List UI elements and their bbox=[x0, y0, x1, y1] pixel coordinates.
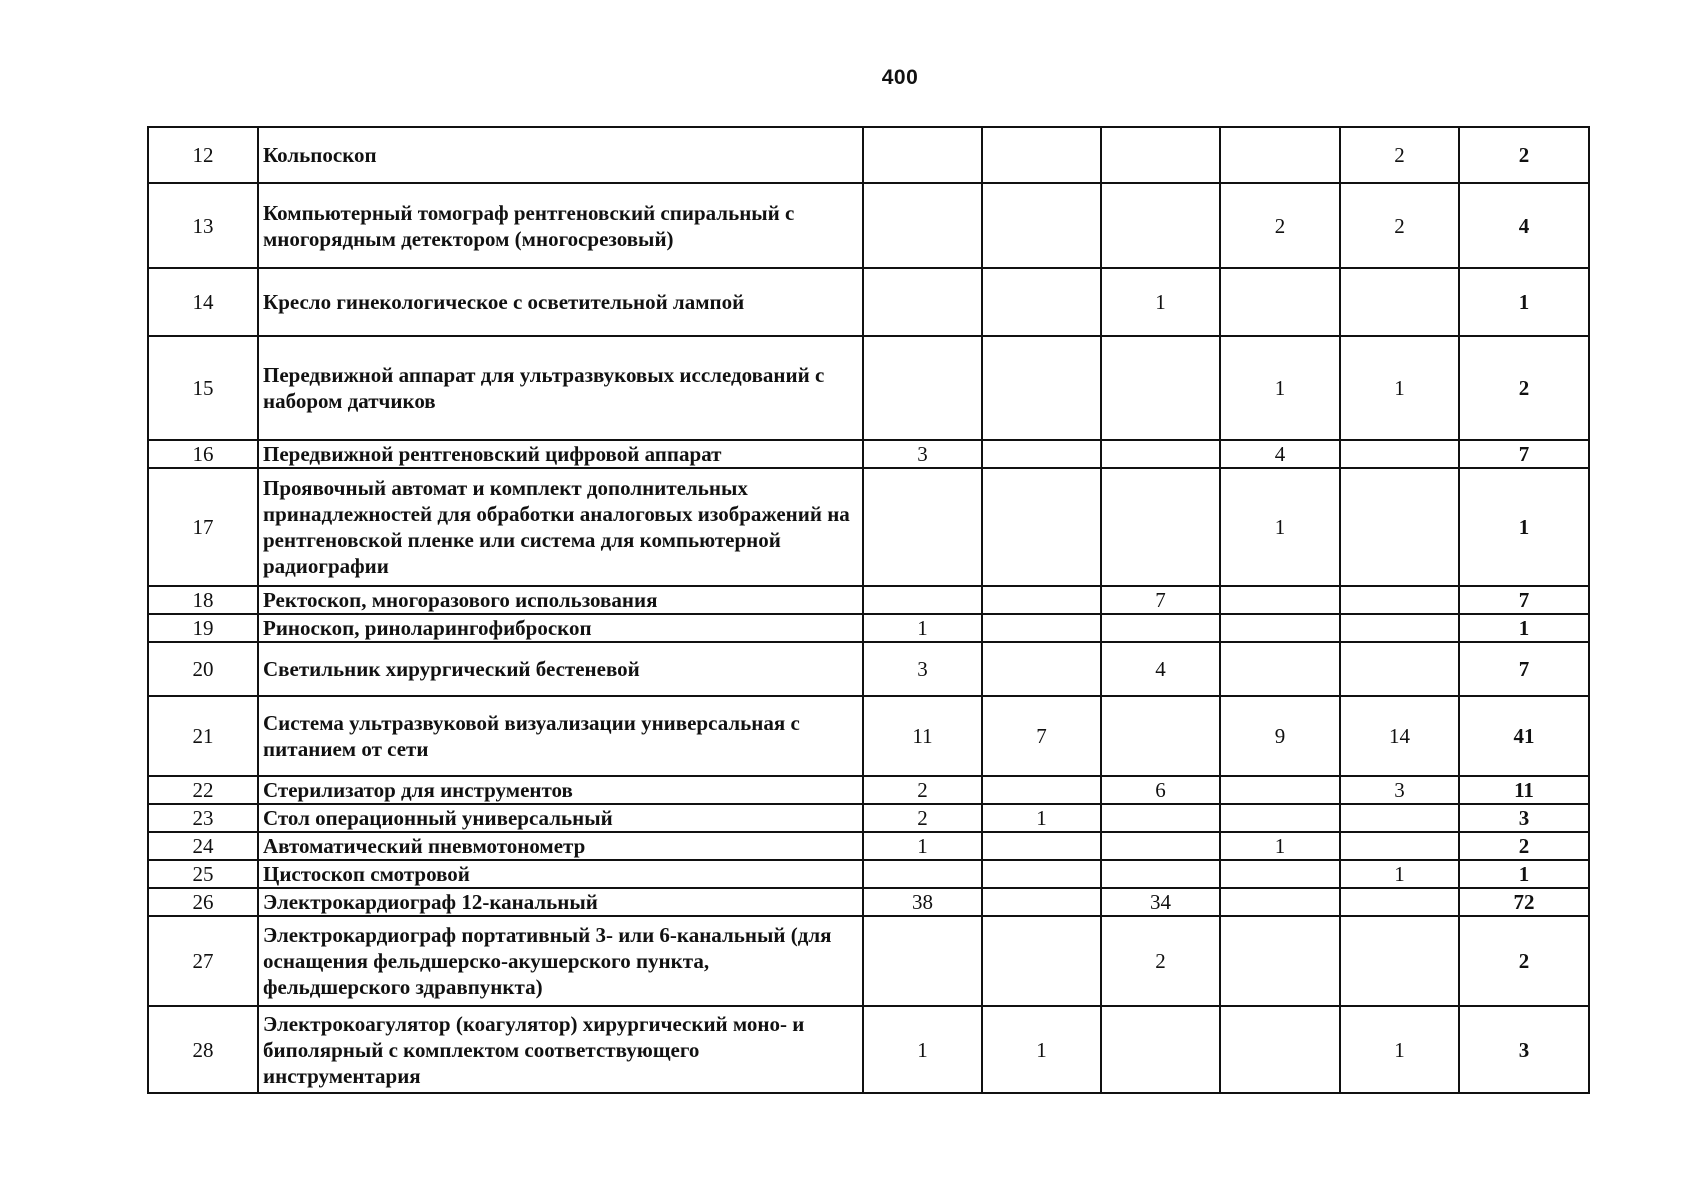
qty-total: 2 bbox=[1459, 916, 1589, 1006]
row-number: 26 bbox=[148, 888, 258, 916]
qty-col-4 bbox=[1220, 860, 1340, 888]
table-row bbox=[148, 916, 1589, 1006]
qty-total: 72 bbox=[1459, 888, 1589, 916]
qty-col-1: 1 bbox=[863, 1006, 982, 1093]
qty-col-1 bbox=[863, 268, 982, 336]
qty-col-4 bbox=[1220, 888, 1340, 916]
table-row bbox=[148, 614, 1589, 642]
equipment-name: Риноскоп, риноларингофиброскоп bbox=[258, 614, 863, 642]
qty-col-5: 14 bbox=[1340, 696, 1459, 776]
qty-col-3: 2 bbox=[1101, 916, 1220, 1006]
equipment-name: Автоматический пневмотонометр bbox=[258, 832, 863, 860]
row-number: 21 bbox=[148, 696, 258, 776]
qty-total: 1 bbox=[1459, 860, 1589, 888]
qty-total: 11 bbox=[1459, 776, 1589, 804]
table-row bbox=[148, 832, 1589, 860]
qty-total: 1 bbox=[1459, 614, 1589, 642]
table-row bbox=[148, 440, 1589, 468]
qty-col-2 bbox=[982, 183, 1101, 268]
qty-col-5 bbox=[1340, 614, 1459, 642]
table-row bbox=[148, 888, 1589, 916]
qty-col-1 bbox=[863, 916, 982, 1006]
qty-col-4: 1 bbox=[1220, 336, 1340, 440]
page-number: 400 bbox=[881, 66, 919, 89]
qty-col-3 bbox=[1101, 1006, 1220, 1093]
qty-total: 1 bbox=[1459, 468, 1589, 586]
qty-col-2: 1 bbox=[982, 1006, 1101, 1093]
qty-col-4: 9 bbox=[1220, 696, 1340, 776]
row-number: 24 bbox=[148, 832, 258, 860]
qty-col-1 bbox=[863, 586, 982, 614]
table-body bbox=[148, 127, 1589, 1093]
row-number: 15 bbox=[148, 336, 258, 440]
table-row bbox=[148, 696, 1589, 776]
qty-col-3 bbox=[1101, 696, 1220, 776]
qty-total: 7 bbox=[1459, 642, 1589, 696]
qty-total: 2 bbox=[1459, 832, 1589, 860]
qty-col-5 bbox=[1340, 642, 1459, 696]
qty-col-1 bbox=[863, 127, 982, 183]
qty-col-2 bbox=[982, 468, 1101, 586]
qty-col-1: 38 bbox=[863, 888, 982, 916]
qty-col-2 bbox=[982, 642, 1101, 696]
qty-col-1 bbox=[863, 860, 982, 888]
table-row bbox=[148, 183, 1589, 268]
qty-col-2 bbox=[982, 916, 1101, 1006]
equipment-name: Передвижной аппарат для ультразвуковых исследований с набором датчиков bbox=[258, 336, 863, 440]
qty-col-3: 6 bbox=[1101, 776, 1220, 804]
qty-col-2 bbox=[982, 586, 1101, 614]
qty-col-3 bbox=[1101, 183, 1220, 268]
equipment-name: Передвижной рентгеновский цифровой аппарат bbox=[258, 440, 863, 468]
qty-total: 7 bbox=[1459, 586, 1589, 614]
qty-total: 41 bbox=[1459, 696, 1589, 776]
row-number: 13 bbox=[148, 183, 258, 268]
row-number: 27 bbox=[148, 916, 258, 1006]
equipment-name: Цистоскоп смотровой bbox=[258, 860, 863, 888]
row-number: 18 bbox=[148, 586, 258, 614]
row-number: 17 bbox=[148, 468, 258, 586]
qty-total: 2 bbox=[1459, 336, 1589, 440]
qty-col-3 bbox=[1101, 860, 1220, 888]
qty-col-3 bbox=[1101, 336, 1220, 440]
qty-col-5: 3 bbox=[1340, 776, 1459, 804]
qty-col-3 bbox=[1101, 127, 1220, 183]
equipment-name: Стол операционный универсальный bbox=[258, 804, 863, 832]
qty-col-4 bbox=[1220, 268, 1340, 336]
qty-col-5: 1 bbox=[1340, 860, 1459, 888]
qty-col-3 bbox=[1101, 804, 1220, 832]
row-number: 14 bbox=[148, 268, 258, 336]
qty-col-5: 1 bbox=[1340, 1006, 1459, 1093]
qty-total: 7 bbox=[1459, 440, 1589, 468]
row-number: 19 bbox=[148, 614, 258, 642]
qty-col-2 bbox=[982, 888, 1101, 916]
qty-col-5 bbox=[1340, 916, 1459, 1006]
qty-col-1: 2 bbox=[863, 804, 982, 832]
qty-col-3: 4 bbox=[1101, 642, 1220, 696]
equipment-name: Ректоскоп, многоразового использования bbox=[258, 586, 863, 614]
qty-total: 4 bbox=[1459, 183, 1589, 268]
qty-col-5 bbox=[1340, 440, 1459, 468]
qty-total: 1 bbox=[1459, 268, 1589, 336]
qty-col-4: 1 bbox=[1220, 832, 1340, 860]
qty-col-4 bbox=[1220, 776, 1340, 804]
qty-col-2 bbox=[982, 440, 1101, 468]
qty-total: 2 bbox=[1459, 127, 1589, 183]
qty-col-2 bbox=[982, 336, 1101, 440]
equipment-name: Электрокардиограф портативный 3- или 6-канальный (для оснащения фельдшерско-акушерского пункта, фельдшерского здравпункта) bbox=[258, 916, 863, 1006]
qty-col-1: 2 bbox=[863, 776, 982, 804]
row-number: 16 bbox=[148, 440, 258, 468]
table-row bbox=[148, 468, 1589, 586]
table-row bbox=[148, 776, 1589, 804]
qty-col-1: 1 bbox=[863, 832, 982, 860]
qty-col-2 bbox=[982, 268, 1101, 336]
row-number: 28 bbox=[148, 1006, 258, 1093]
qty-col-1 bbox=[863, 183, 982, 268]
equipment-name: Светильник хирургический бестеневой bbox=[258, 642, 863, 696]
qty-col-3 bbox=[1101, 468, 1220, 586]
qty-total: 3 bbox=[1459, 804, 1589, 832]
qty-col-3 bbox=[1101, 832, 1220, 860]
row-number: 25 bbox=[148, 860, 258, 888]
equipment-name: Проявочный автомат и комплект дополнительных принадлежностей для обработки аналоговых изображений на рентгеновской пленке или система для компьютерной радиографии bbox=[258, 468, 863, 586]
qty-col-5 bbox=[1340, 268, 1459, 336]
table-row bbox=[148, 336, 1589, 440]
qty-col-1: 11 bbox=[863, 696, 982, 776]
equipment-name: Компьютерный томограф рентгеновский спиральный с многорядным детектором (многосрезовый) bbox=[258, 183, 863, 268]
qty-col-1 bbox=[863, 336, 982, 440]
qty-col-4 bbox=[1220, 127, 1340, 183]
qty-col-3 bbox=[1101, 440, 1220, 468]
qty-col-5: 1 bbox=[1340, 336, 1459, 440]
qty-col-4: 1 bbox=[1220, 468, 1340, 586]
equipment-name: Система ультразвуковой визуализации универсальная с питанием от сети bbox=[258, 696, 863, 776]
qty-col-5 bbox=[1340, 888, 1459, 916]
qty-col-4 bbox=[1220, 804, 1340, 832]
row-number: 23 bbox=[148, 804, 258, 832]
qty-col-2: 1 bbox=[982, 804, 1101, 832]
qty-col-4 bbox=[1220, 916, 1340, 1006]
qty-col-2 bbox=[982, 127, 1101, 183]
table-row bbox=[148, 127, 1589, 183]
qty-col-5 bbox=[1340, 832, 1459, 860]
equipment-name: Стерилизатор для инструментов bbox=[258, 776, 863, 804]
qty-total: 3 bbox=[1459, 1006, 1589, 1093]
qty-col-3: 34 bbox=[1101, 888, 1220, 916]
qty-col-2 bbox=[982, 832, 1101, 860]
table-row bbox=[148, 1006, 1589, 1093]
qty-col-4 bbox=[1220, 586, 1340, 614]
qty-col-2: 7 bbox=[982, 696, 1101, 776]
qty-col-4 bbox=[1220, 1006, 1340, 1093]
qty-col-5 bbox=[1340, 804, 1459, 832]
qty-col-5 bbox=[1340, 468, 1459, 586]
row-number: 12 bbox=[148, 127, 258, 183]
qty-col-4: 4 bbox=[1220, 440, 1340, 468]
qty-col-2 bbox=[982, 776, 1101, 804]
table-row bbox=[148, 860, 1589, 888]
table-row bbox=[148, 586, 1589, 614]
table-row bbox=[148, 268, 1589, 336]
qty-col-4: 2 bbox=[1220, 183, 1340, 268]
equipment-name: Электрокардиограф 12-канальный bbox=[258, 888, 863, 916]
table-row bbox=[148, 642, 1589, 696]
qty-col-5: 2 bbox=[1340, 127, 1459, 183]
qty-col-4 bbox=[1220, 614, 1340, 642]
equipment-table bbox=[147, 126, 1590, 1094]
qty-col-3: 1 bbox=[1101, 268, 1220, 336]
equipment-name: Кресло гинекологическое с осветительной лампой bbox=[258, 268, 863, 336]
qty-col-1 bbox=[863, 468, 982, 586]
qty-col-5: 2 bbox=[1340, 183, 1459, 268]
qty-col-2 bbox=[982, 860, 1101, 888]
qty-col-3 bbox=[1101, 614, 1220, 642]
qty-col-1: 1 bbox=[863, 614, 982, 642]
qty-col-3: 7 bbox=[1101, 586, 1220, 614]
equipment-name: Кольпоскоп bbox=[258, 127, 863, 183]
row-number: 22 bbox=[148, 776, 258, 804]
qty-col-2 bbox=[982, 614, 1101, 642]
table-row bbox=[148, 804, 1589, 832]
equipment-name: Электрокоагулятор (коагулятор) хирургический моно- и биполярный с комплектом соответствующего инструментария bbox=[258, 1006, 863, 1093]
qty-col-4 bbox=[1220, 642, 1340, 696]
qty-col-1: 3 bbox=[863, 642, 982, 696]
row-number: 20 bbox=[148, 642, 258, 696]
qty-col-1: 3 bbox=[863, 440, 982, 468]
qty-col-5 bbox=[1340, 586, 1459, 614]
